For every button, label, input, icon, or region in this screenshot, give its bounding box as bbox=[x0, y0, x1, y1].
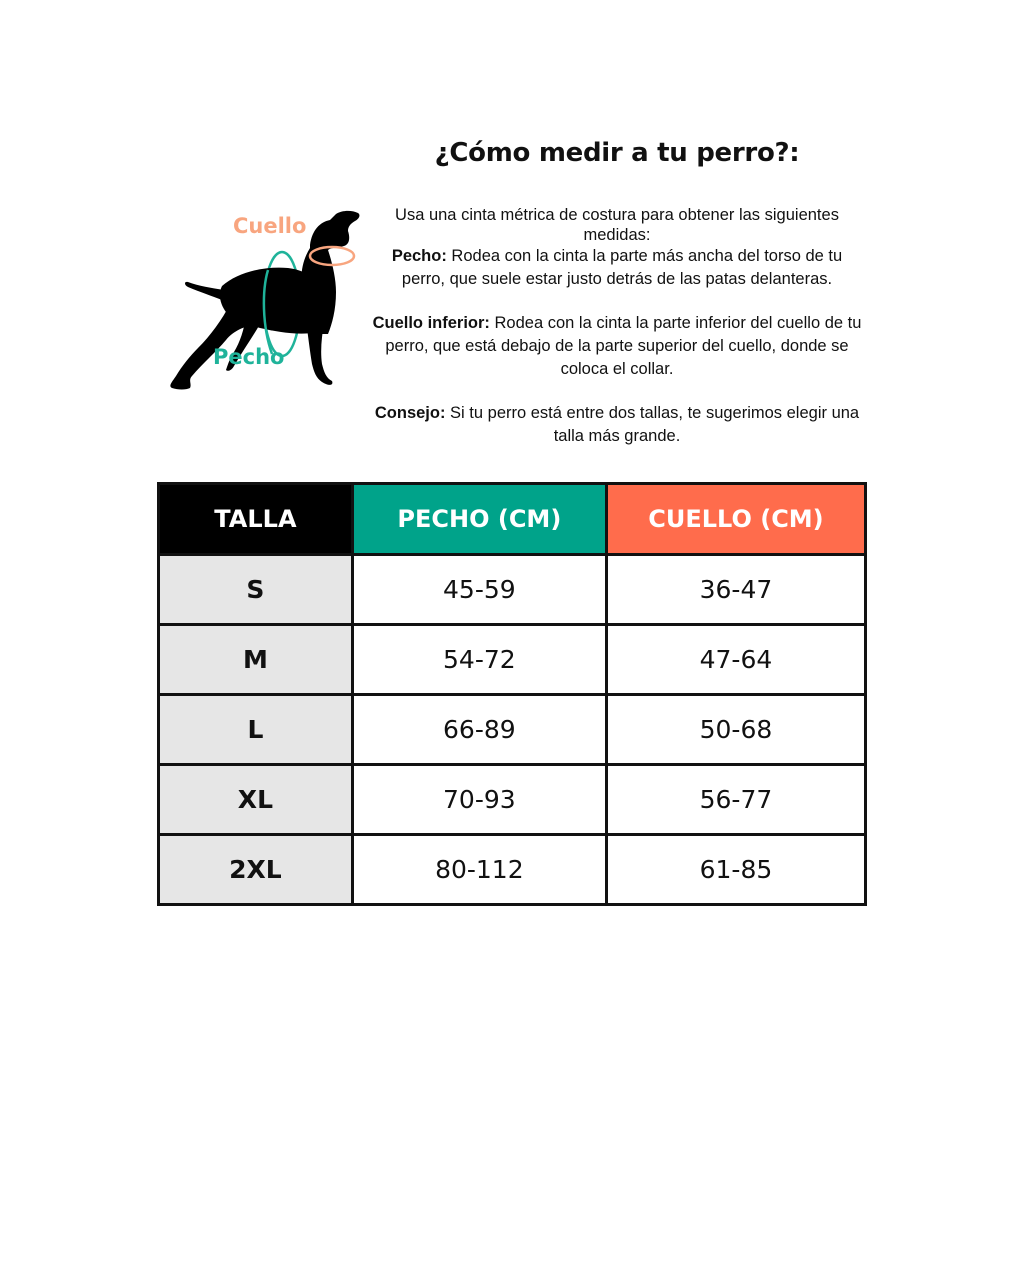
tip-instruction bbox=[372, 402, 862, 448]
chest-cell: 45-59 bbox=[352, 555, 606, 625]
chest-instruction bbox=[372, 245, 862, 291]
chest-cell: 80-112 bbox=[352, 835, 606, 905]
neck-cell: 47-64 bbox=[606, 625, 865, 695]
measurement-instructions bbox=[372, 205, 862, 448]
tip-text: Si tu perro está entre dos tallas, te sugerimos elegir una talla más grande. bbox=[445, 404, 860, 445]
size-cell: XL bbox=[159, 765, 353, 835]
chest-cell: 70-93 bbox=[352, 765, 606, 835]
neck-cell: 56-77 bbox=[606, 765, 865, 835]
tip-term: Consejo: bbox=[374, 404, 446, 422]
dog-silhouette-icon bbox=[160, 200, 370, 400]
size-cell: S bbox=[159, 555, 353, 625]
chest-text: Rodea con la cinta la parte más ancha del torso de tu perro, que suele estar justo detrás de las patas delanteras. bbox=[401, 247, 843, 288]
page-title: ¿Cómo medir a tu perro?: bbox=[434, 138, 800, 168]
chest-cell: 54-72 bbox=[352, 625, 606, 695]
chest-term: Pecho: bbox=[391, 247, 447, 265]
table-row bbox=[159, 625, 866, 695]
chest-cell: 66-89 bbox=[352, 695, 606, 765]
table-row bbox=[159, 835, 866, 905]
neck-cell: 36-47 bbox=[606, 555, 865, 625]
size-cell: 2XL bbox=[159, 835, 353, 905]
size-cell: L bbox=[159, 695, 353, 765]
neck-term: Cuello inferior: bbox=[372, 314, 490, 332]
neck-instruction bbox=[372, 312, 862, 381]
header-talla: TALLA bbox=[159, 484, 353, 555]
header-pecho: PECHO (CM) bbox=[352, 484, 606, 555]
size-cell: M bbox=[159, 625, 353, 695]
table-row bbox=[159, 765, 866, 835]
neck-text: Rodea con la cinta la parte inferior del cuello de tu perro, que está debajo de la parte superior del cuello, donde se coloca el collar. bbox=[385, 314, 862, 378]
header-cuello: CUELLO (CM) bbox=[606, 484, 865, 555]
table-row bbox=[159, 695, 866, 765]
neck-label: Cuello bbox=[233, 214, 307, 238]
chest-label: Pecho bbox=[213, 345, 285, 369]
table-row bbox=[159, 555, 866, 625]
intro-text: Usa una cinta métrica de costura para obtener las siguientes medidas: bbox=[395, 206, 839, 244]
neck-cell: 61-85 bbox=[606, 835, 865, 905]
size-table bbox=[157, 482, 867, 906]
neck-cell: 50-68 bbox=[606, 695, 865, 765]
table-header-row bbox=[159, 484, 866, 555]
dog-measurement-illustration bbox=[160, 200, 370, 400]
